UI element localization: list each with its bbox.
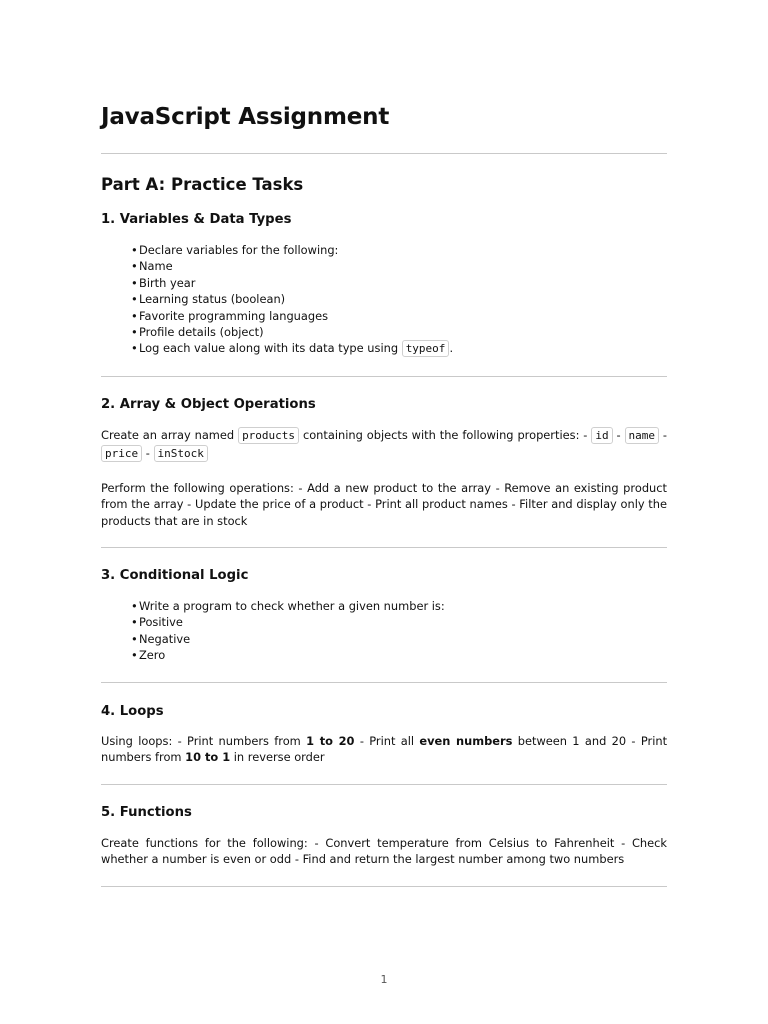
divider — [101, 153, 667, 154]
list-item: •Declare variables for the following: — [131, 243, 339, 257]
list-item: •Birth year — [131, 275, 196, 290]
bullet-icon: • — [131, 243, 138, 257]
code-id: id — [591, 427, 612, 444]
list-item: •Negative — [131, 631, 191, 646]
list-item: •Write a program to check whether a given number is: — [131, 599, 445, 613]
bullet-icon: • — [131, 599, 138, 613]
code-products: products — [238, 427, 299, 444]
list-item: •Name — [131, 259, 173, 274]
bullet-icon: • — [131, 615, 138, 630]
section-3-list — [131, 598, 445, 664]
divider — [101, 886, 667, 887]
code-name: name — [625, 427, 660, 444]
bullet-icon: • — [131, 292, 138, 307]
section-1-list — [131, 242, 453, 357]
divider — [101, 682, 667, 683]
code-typeof: typeof — [402, 340, 450, 357]
section-3-heading: 3. Conditional Logic — [101, 568, 249, 583]
section-1-heading: 1. Variables & Data Types — [101, 212, 292, 227]
list-item: •Zero — [131, 648, 166, 663]
part-a-heading: Part A: Practice Tasks — [101, 175, 304, 194]
bullet-icon: • — [131, 341, 138, 356]
code-instock: inStock — [154, 445, 208, 462]
list-item: •Favorite programming languages — [131, 308, 329, 323]
section-5-paragraph: Create functions for the following: - Convert temperature from Celsius to Fahrenheit - Check whether a number is even or odd - Find and return the largest number among two numbers — [101, 836, 667, 867]
divider — [101, 547, 667, 548]
section-4-paragraph: Using loops: - Print numbers from 1 to 20 - Print all even numbers between 1 and 20 - Print numbers from 10 to 1 in reverse order — [101, 734, 668, 765]
divider — [101, 376, 667, 377]
list-item: •Positive — [131, 615, 183, 630]
divider — [101, 784, 667, 785]
bullet-icon: • — [131, 631, 138, 646]
bullet-icon: • — [131, 324, 138, 339]
list-item: •Profile details (object) — [131, 324, 264, 339]
section-2-paragraph-2: Perform the following operations: - Add a new product to the array - Remove an existing product from the array - Update the price of a product - Print all product names - Filter and display only the products that are in stock — [101, 481, 667, 528]
list-item: •Learning status (boolean) — [131, 292, 286, 307]
section-2-heading: 2. Array & Object Operations — [101, 397, 316, 412]
bullet-icon: • — [131, 308, 138, 323]
section-2-paragraph-1: Create an array named products containing objects with the following properties: - id - name - price - inStock — [101, 428, 668, 460]
list-item: •Log each value along with its data type using typeof . — [131, 341, 454, 356]
page-number: 1 — [380, 973, 388, 986]
bullet-icon: • — [131, 275, 138, 290]
section-5-heading: 5. Functions — [101, 805, 192, 820]
bullet-icon: • — [131, 259, 138, 274]
code-price: price — [101, 445, 142, 462]
bullet-icon: • — [131, 648, 138, 663]
page-title: JavaScript Assignment — [101, 104, 390, 130]
section-4-heading: 4. Loops — [101, 704, 164, 719]
